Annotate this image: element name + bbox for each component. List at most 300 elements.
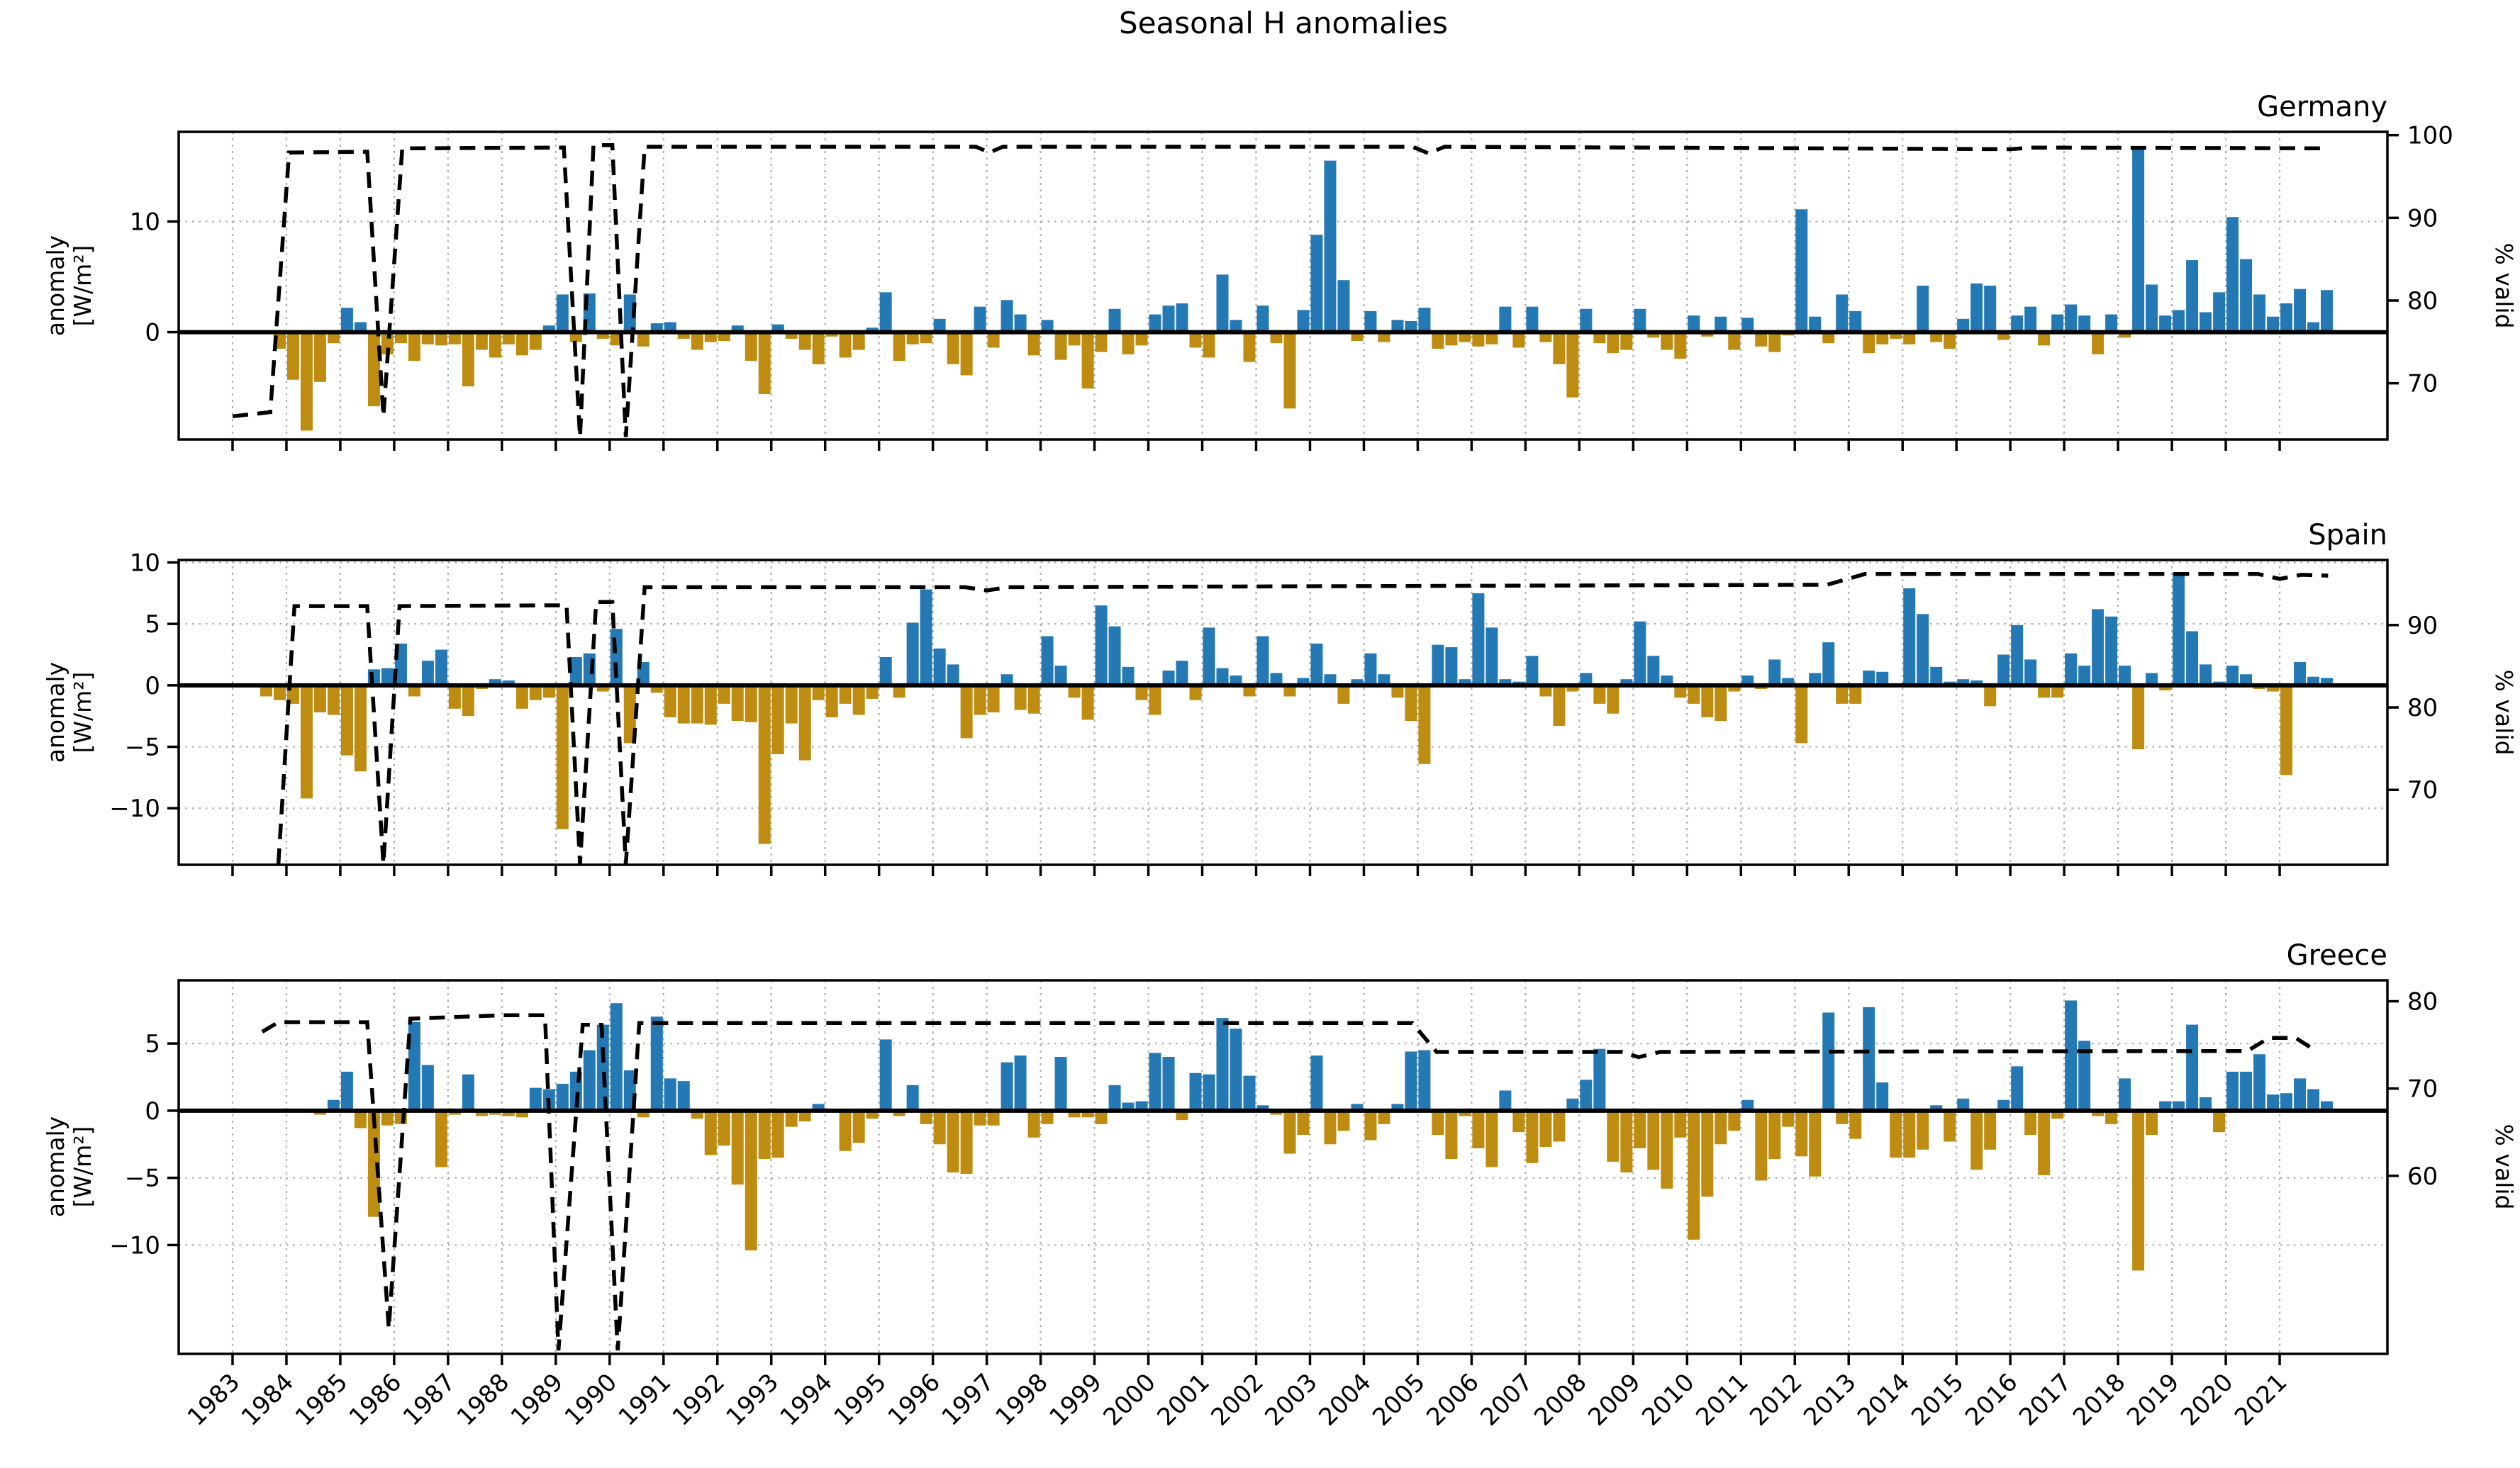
x-tick-label-2000: 2000 [1098,1368,1161,1432]
right-axis-ticks [2387,988,2438,1191]
bar-1988-Q3 [530,1088,542,1111]
bar-2021-Q2 [2294,1078,2306,1110]
bar-1998-Q2 [1055,666,1067,685]
bar-1990-Q4 [651,1016,663,1111]
bar-2007-Q4 [1566,332,1578,398]
bar-2015-Q3 [1984,685,1996,706]
bar-1991-Q2 [678,1081,690,1111]
bar-2014-Q4 [1944,332,1956,349]
bar-1997-Q1 [988,332,1000,348]
bar-2006-Q3 [1499,1090,1511,1110]
bar-1993-Q4 [813,332,825,364]
bar-2000-Q1 [1149,315,1161,332]
bar-2014-Q2 [1917,1111,1929,1150]
bar-1987-Q3 [476,332,488,350]
bar-2019-Q2 [2186,260,2198,332]
bar-2005-Q3 [1445,647,1457,685]
bar-2002-Q3 [1284,332,1296,409]
x-tick-label-2014: 2014 [1852,1368,1916,1432]
bar-1996-Q2 [947,664,959,685]
bar-2019-Q3 [2200,664,2212,685]
y-tick-label: −10 [109,795,160,824]
bar-1993-Q2 [786,685,798,724]
bar-1996-Q1 [934,1111,946,1144]
bar-1984-Q3 [314,332,326,382]
anomaly-bars [274,146,2333,430]
bar-2018-Q2 [2132,146,2144,332]
bar-2017-Q2 [2078,666,2090,685]
bar-2007-Q3 [1553,332,1565,364]
bar-1991-Q1 [664,685,676,717]
bar-2000-Q1 [1149,1053,1161,1111]
plot-border [179,980,2387,1354]
bar-1992-Q3 [745,332,757,362]
right-axis-ticks [2387,612,2438,805]
bar-1991-Q1 [664,1078,676,1110]
x-tick-label-1999: 1999 [1044,1368,1108,1432]
bar-1997-Q2 [1001,300,1013,332]
bar-2021-Q1 [2280,303,2292,332]
x-tick-label-1985: 1985 [289,1368,354,1432]
bar-1996-Q3 [961,1111,973,1174]
bar-1997-Q4 [1028,1111,1040,1138]
bar-2015-Q4 [1997,655,2009,685]
bar-1993-Q4 [813,685,825,700]
bar-2017-Q3 [2092,332,2104,354]
bar-2005-Q3 [1445,1111,1457,1159]
bar-1996-Q4 [974,1111,986,1126]
bar-2017-Q2 [2078,315,2090,332]
bar-1985-Q2 [355,685,367,771]
bar-2014-Q4 [1944,1111,1956,1142]
bar-1985-Q1 [341,308,353,332]
x-tick-label-2021: 2021 [2229,1368,2293,1432]
right-tick-label: 90 [2407,611,2438,640]
bar-2005-Q1 [1418,308,1430,332]
bar-1988-Q3 [530,685,542,700]
y-tick-label: −10 [109,1231,160,1260]
bar-2008-Q4 [1620,332,1632,350]
x-tick-label-1984: 1984 [235,1368,300,1432]
bar-1993-Q2 [786,1111,798,1127]
bar-2019-Q2 [2186,632,2198,685]
x-tick-label-1992: 1992 [667,1368,731,1432]
bar-2016-Q3 [2038,1111,2050,1175]
bar-2000-Q2 [1163,1057,1175,1111]
x-tick-label-2017: 2017 [2014,1368,2078,1432]
bar-2016-Q2 [2024,659,2036,685]
bar-1995-Q3 [907,622,919,685]
x-tick-label-2019: 2019 [2121,1368,2185,1432]
bar-1992-Q2 [732,1111,744,1184]
bar-2019-Q1 [2173,572,2185,685]
y-tick-label: 0 [145,1097,160,1126]
right-tick-label: 80 [2407,987,2438,1016]
bar-1992-Q2 [732,685,744,721]
x-axis-ticks [233,439,2280,451]
bar-2012-Q4 [1836,294,1848,332]
bar-2006-Q4 [1512,1111,1524,1132]
bar-1995-Q1 [880,292,892,332]
bar-1998-Q1 [1042,637,1054,685]
bar-1997-Q3 [1015,315,1027,332]
bar-1995-Q2 [893,332,905,362]
bar-1998-Q4 [1082,332,1094,389]
bar-1998-Q2 [1055,1057,1067,1111]
bar-2015-Q3 [1984,1111,1996,1150]
bar-2020-Q3 [2253,294,2265,332]
right-axis-label-greece: % valid [2490,1124,2519,1210]
x-tick-label-1997: 1997 [936,1368,1000,1432]
bar-2007-Q2 [1539,1111,1551,1147]
subplot-title-greece: Greece [2286,939,2387,972]
x-tick-label-1990: 1990 [559,1368,623,1432]
x-tick-label-2008: 2008 [1529,1368,1593,1432]
bar-2018-Q2 [2132,685,2144,749]
bar-2017-Q1 [2065,305,2077,332]
x-tick-label-1988: 1988 [451,1368,515,1432]
bar-2021-Q3 [2307,1089,2319,1111]
bar-2019-Q4 [2213,1111,2225,1132]
bar-1996-Q2 [947,332,959,364]
bar-2008-Q4 [1620,1111,1632,1172]
bar-2010-Q3 [1715,685,1727,721]
x-tick-label-2002: 2002 [1205,1368,1269,1432]
subplot-spain [109,549,2438,876]
bar-2009-Q1 [1634,309,1646,332]
bar-1988-Q2 [516,332,528,356]
bar-1997-Q3 [1015,685,1027,710]
bar-1985-Q4 [381,1111,394,1126]
x-axis-ticks [233,865,2280,876]
bar-2004-Q1 [1364,1111,1376,1141]
bar-1996-Q4 [974,685,986,715]
bar-1999-Q3 [1122,667,1134,685]
anomaly-bars [314,1000,2333,1270]
bar-1984-Q2 [301,332,313,431]
bar-2005-Q1 [1418,1050,1430,1111]
bar-2005-Q2 [1432,1111,1444,1135]
x-tick-label-1986: 1986 [343,1368,408,1432]
bar-1996-Q4 [974,307,986,332]
left-axis-ticks [109,549,179,823]
bar-2003-Q1 [1310,644,1322,685]
bar-2021-Q4 [2321,290,2333,332]
bar-2003-Q2 [1324,161,1336,332]
bar-1988-Q3 [530,332,542,350]
bar-1988-Q2 [516,685,528,709]
bar-1989-Q1 [557,685,569,829]
x-tick-label-2005: 2005 [1367,1368,1431,1432]
bar-1984-Q3 [314,685,326,712]
bar-2005-Q1 [1418,685,1430,764]
bar-2012-Q1 [1795,685,1807,743]
bar-1997-Q1 [988,1111,1000,1126]
bar-2007-Q3 [1553,1111,1565,1142]
bar-2013-Q2 [1863,1007,1875,1111]
bar-2008-Q2 [1593,685,1605,704]
bar-2012-Q1 [1795,209,1807,332]
bar-1996-Q1 [934,649,946,685]
bar-1994-Q2 [840,685,852,704]
bar-2012-Q4 [1836,685,1848,704]
bar-2001-Q2 [1217,1018,1229,1111]
bar-1996-Q3 [961,685,973,739]
bar-2011-Q2 [1755,1111,1767,1181]
bar-1987-Q2 [462,332,474,386]
y-axis-label-line2: [W/m²] [69,245,96,327]
bar-1993-Q1 [772,685,784,754]
bar-2009-Q3 [1661,332,1673,350]
bar-1990-Q1 [611,1003,623,1111]
bar-1991-Q4 [705,685,717,724]
bar-1989-Q1 [557,294,569,332]
bar-1992-Q3 [745,1111,757,1250]
bar-2019-Q4 [2213,292,2225,332]
bar-2000-Q3 [1176,303,1188,332]
right-tick-label: 100 [2407,121,2453,150]
bar-1985-Q1 [341,685,353,756]
bar-2009-Q1 [1634,622,1646,685]
bar-1995-Q1 [880,657,892,685]
bar-1993-Q1 [772,1111,784,1158]
bar-2020-Q4 [2267,1094,2279,1111]
bar-2017-Q1 [2065,1000,2077,1110]
y-tick-label: 10 [129,549,160,578]
right-tick-label: 80 [2407,287,2438,315]
bar-1990-Q3 [637,332,649,347]
bar-1991-Q2 [678,685,690,724]
x-tick-label-2011: 2011 [1690,1368,1754,1432]
bar-2001-Q4 [1244,1076,1256,1111]
bar-2010-Q2 [1701,1111,1713,1197]
left-axis-ticks [109,1030,179,1260]
bar-2020-Q1 [2226,217,2239,332]
bar-1987-Q2 [462,1075,474,1111]
x-axis-ticks [182,1354,2293,1432]
figure-title: Seasonal H anomalies [1119,6,1448,40]
bar-2018-Q1 [2119,666,2131,685]
bar-1994-Q2 [840,1111,852,1151]
bar-2008-Q3 [1607,685,1619,714]
bar-2005-Q2 [1432,332,1444,349]
bar-2013-Q3 [1876,1082,1888,1111]
bar-1991-Q3 [691,685,703,724]
bar-2001-Q3 [1230,1029,1242,1111]
right-tick-label: 90 [2407,204,2438,233]
y-axis-label-line1: anomaly [42,1116,70,1218]
bar-1986-Q4 [435,650,447,685]
bar-1986-Q3 [422,661,434,685]
bar-2011-Q2 [1755,332,1767,347]
bar-1999-Q1 [1095,605,1108,685]
y-tick-label: 0 [145,671,160,700]
bar-2002-Q1 [1257,306,1269,332]
bar-2011-Q3 [1768,1111,1780,1159]
bar-2014-Q1 [1903,588,1915,685]
bar-1992-Q1 [718,1111,730,1145]
valid-percent-line [262,1015,2312,1350]
bar-2000-Q4 [1190,332,1202,348]
x-tick-label-2006: 2006 [1421,1368,1485,1432]
bar-1986-Q2 [408,332,420,362]
subplot-germany [130,122,2453,451]
bar-2010-Q3 [1715,1111,1727,1144]
bar-2007-Q3 [1553,685,1565,726]
x-tick-label-1989: 1989 [505,1368,569,1432]
bar-1996-Q3 [961,332,973,376]
bar-1997-Q4 [1028,332,1040,356]
bar-2020-Q3 [2253,1054,2265,1111]
bar-2008-Q1 [1580,309,1592,332]
subplot-title-germany: Germany [2257,91,2387,123]
right-tick-label: 70 [2407,776,2438,805]
bar-2017-Q3 [2092,609,2104,685]
y-axis-label-greece [30,1089,108,1245]
bar-2007-Q1 [1526,1111,1538,1163]
bar-1994-Q2 [840,332,852,358]
bar-2001-Q2 [1217,668,1229,685]
bar-2002-Q1 [1257,637,1269,685]
bar-2018-Q1 [2119,1078,2131,1110]
horizontal-gridlines [179,1043,2387,1245]
bar-2007-Q1 [1526,307,1538,332]
bar-1992-Q4 [759,685,771,844]
bar-2008-Q3 [1607,1111,1619,1162]
bar-2010-Q1 [1688,685,1700,704]
bar-2010-Q1 [1688,315,1700,332]
bar-2005-Q2 [1432,645,1444,685]
bar-2013-Q1 [1849,311,1861,332]
bar-2013-Q1 [1849,685,1861,704]
bar-2007-Q1 [1526,656,1538,685]
bar-1985-Q2 [355,1111,367,1128]
bar-2006-Q4 [1512,332,1524,348]
bar-2020-Q1 [2226,1072,2239,1111]
x-tick-label-2018: 2018 [2068,1368,2131,1432]
bar-2006-Q1 [1472,593,1484,685]
subplot-title-spain: Spain [2308,519,2387,551]
bar-2009-Q2 [1647,656,1659,685]
x-tick-label-2001: 2001 [1152,1368,1215,1432]
y-tick-label: −5 [124,1164,160,1193]
bar-2006-Q3 [1499,307,1511,332]
bar-2016-Q2 [2024,1111,2036,1135]
bar-2000-Q2 [1163,306,1175,332]
right-tick-label: 80 [2407,694,2438,723]
bar-2020-Q2 [2240,259,2252,332]
bar-2003-Q3 [1337,1111,1349,1131]
bar-2004-Q1 [1364,654,1376,685]
bar-2012-Q1 [1795,1111,1807,1156]
x-tick-label-1991: 1991 [613,1368,677,1432]
bar-2021-Q1 [2280,1093,2292,1111]
bar-2014-Q3 [1930,667,1942,685]
bar-2012-Q2 [1809,1111,1821,1177]
bar-1999-Q2 [1109,1085,1121,1111]
x-tick-label-1993: 1993 [720,1368,785,1432]
right-tick-label: 70 [2407,1075,2438,1104]
bar-2008-Q2 [1593,1049,1605,1111]
bar-2014-Q2 [1917,614,1929,685]
bar-1989-Q3 [584,1050,596,1111]
bar-2009-Q4 [1674,1111,1686,1138]
x-tick-label-1996: 1996 [882,1368,947,1432]
bar-2003-Q1 [1310,1055,1322,1111]
bar-1994-Q1 [826,685,838,717]
bar-2006-Q1 [1472,332,1484,347]
bar-1987-Q1 [449,685,461,709]
bar-1995-Q1 [880,1039,892,1110]
bar-1985-Q3 [368,332,380,407]
bar-2009-Q4 [1674,332,1686,359]
bar-1993-Q3 [799,685,811,761]
bar-1997-Q2 [1001,1063,1013,1111]
bar-2001-Q4 [1244,332,1256,362]
bar-2016-Q4 [2051,315,2063,332]
valid-percent-line [279,574,2329,864]
x-tick-label-1983: 1983 [182,1368,246,1432]
x-tick-label-2007: 2007 [1475,1368,1539,1432]
bar-2011-Q4 [1782,1111,1794,1127]
x-tick-label-1994: 1994 [774,1368,839,1432]
bar-2010-Q4 [1728,332,1740,350]
bar-1992-Q3 [745,685,757,722]
y-tick-label: 10 [129,208,160,237]
vertical-gridlines [233,560,2280,865]
bar-2019-Q2 [2186,1025,2198,1111]
bar-2019-Q1 [2173,310,2185,332]
bar-1996-Q2 [947,1111,959,1172]
x-tick-label-2012: 2012 [1744,1368,1808,1432]
y-axis-label-line2: [W/m²] [69,1126,96,1208]
bar-2010-Q1 [1688,1111,1700,1240]
bar-2012-Q3 [1822,642,1834,685]
bar-2004-Q1 [1364,311,1376,332]
bar-2013-Q2 [1863,332,1875,354]
bar-2009-Q1 [1634,1111,1646,1148]
bar-2012-Q2 [1809,317,1821,332]
bar-2013-Q4 [1890,1111,1902,1158]
bar-2001-Q2 [1217,274,1229,332]
bar-1997-Q1 [988,685,1000,712]
bar-2010-Q4 [1728,1111,1740,1131]
x-tick-label-2009: 2009 [1583,1368,1646,1432]
bar-2006-Q2 [1485,1111,1498,1167]
bar-2021-Q2 [2294,662,2306,685]
bar-2020-Q4 [2267,317,2279,332]
bar-2015-Q3 [1984,286,1996,332]
bar-2018-Q2 [2132,1111,2144,1271]
right-axis-ticks [2387,122,2453,398]
bar-1994-Q3 [853,332,865,350]
y-axis-label-germany [30,208,108,364]
bar-2017-Q4 [2105,315,2117,332]
bar-2009-Q2 [1647,1111,1659,1170]
bar-2011-Q1 [1741,318,1754,332]
x-tick-label-2020: 2020 [2175,1368,2239,1432]
right-tick-label: 70 [2407,369,2438,398]
bar-1992-Q4 [759,1111,771,1159]
x-tick-label-2013: 2013 [1798,1368,1862,1432]
y-tick-label: −5 [124,733,160,762]
bar-2018-Q3 [2146,1111,2158,1135]
bar-2001-Q1 [1203,627,1215,685]
bar-1991-Q3 [691,332,703,350]
y-tick-label: 5 [145,610,160,639]
bar-2003-Q3 [1337,280,1349,332]
bar-2008-Q1 [1580,1080,1592,1111]
